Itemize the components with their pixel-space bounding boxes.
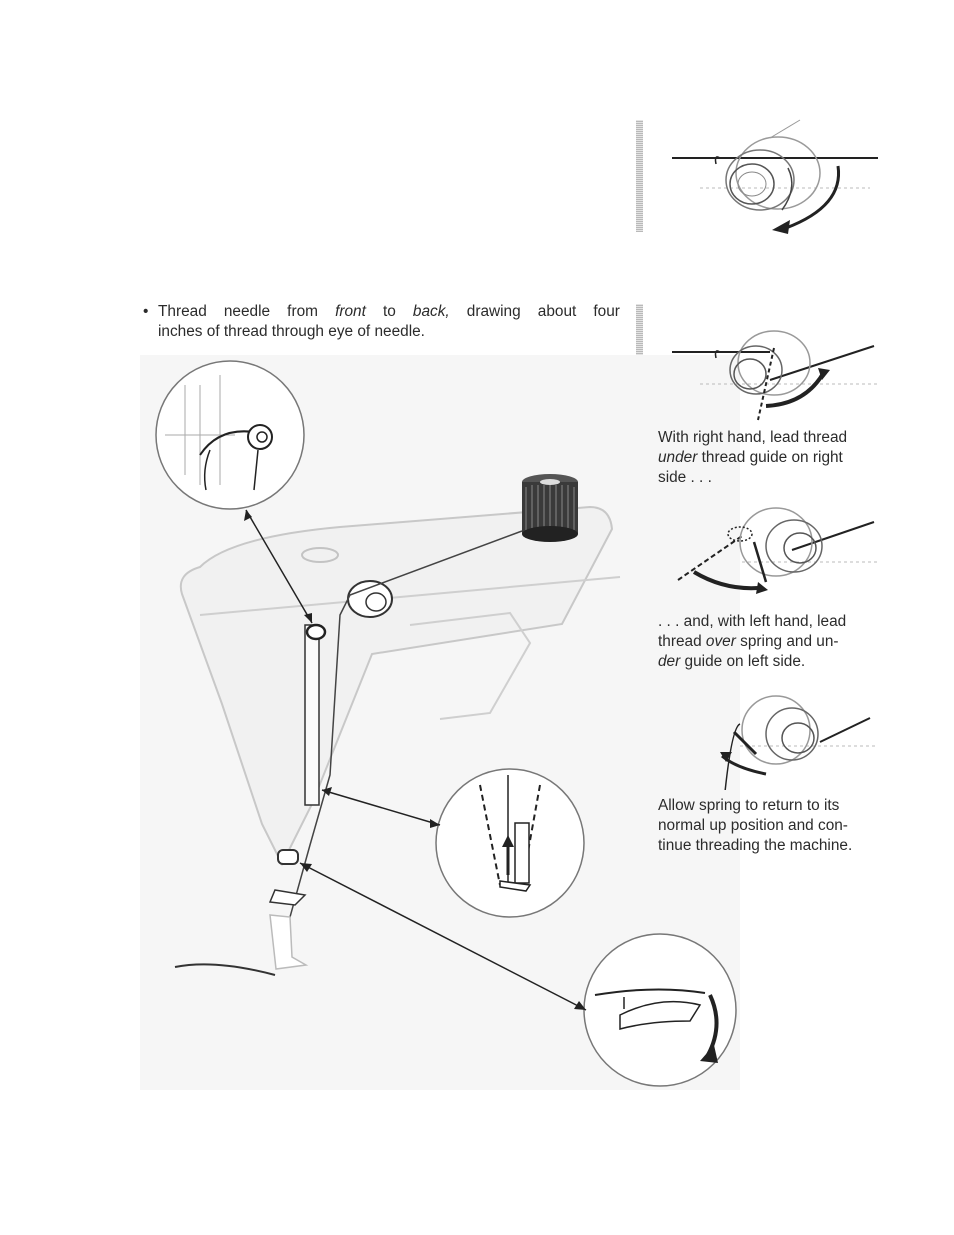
caption-text: With right hand, lead thread <box>658 429 848 446</box>
word-emphasis: front <box>335 303 366 320</box>
word: from <box>287 303 318 320</box>
caption-text: normal up position and con- <box>658 817 848 834</box>
instruction-line-1 <box>158 302 620 322</box>
caption-emphasis: der <box>658 653 681 670</box>
instruction-text <box>158 302 620 342</box>
caption-line <box>658 816 886 836</box>
tension-step-2-figure <box>672 492 884 607</box>
tension-step-1-figure <box>670 318 885 423</box>
caption-text: thread <box>658 633 706 650</box>
thread-spool <box>522 474 578 542</box>
caption-text: side . . . <box>658 469 712 486</box>
bullet-dot: • <box>143 303 149 320</box>
caption-text: tinue threading the machine. <box>658 837 853 854</box>
tension-step-3-figure <box>700 682 880 790</box>
caption-line <box>658 448 886 468</box>
word: four <box>593 303 620 320</box>
word: to <box>382 303 396 320</box>
caption-line <box>658 836 886 856</box>
caption-emphasis: under <box>658 449 698 466</box>
word-emphasis: back, <box>412 303 450 320</box>
caption-text: guide on left side. <box>680 653 806 670</box>
caption-text: Allow spring to return to its <box>658 797 840 814</box>
tension-dial <box>348 581 392 617</box>
caption-line <box>658 428 886 448</box>
word: about <box>537 303 577 320</box>
zoom-circle-lower-guide <box>584 934 736 1086</box>
word: needle <box>223 303 271 320</box>
sewing-machine-threading-figure <box>140 355 740 1095</box>
caption-step-3 <box>658 796 886 856</box>
tension-dial-figure-top <box>660 118 890 238</box>
divider-top <box>636 120 643 232</box>
word: drawing <box>466 303 521 320</box>
caption-step-1 <box>658 428 886 488</box>
zoom-circle-thread-guide <box>156 361 304 509</box>
caption-line <box>658 612 886 632</box>
word: Thread <box>158 303 207 320</box>
caption-text: . . . and, with left hand, lead <box>658 613 847 630</box>
caption-line <box>658 468 886 488</box>
caption-line <box>658 632 886 652</box>
caption-text: spring and un- <box>735 633 839 650</box>
zoom-circle-needle-guide <box>436 769 584 917</box>
instruction-line-2: inches of thread through eye of needle. <box>158 323 425 340</box>
caption-emphasis: over <box>705 633 736 650</box>
caption-line <box>658 796 886 816</box>
caption-line <box>658 652 886 672</box>
caption-text: thread guide on right <box>697 449 843 466</box>
caption-step-2 <box>658 612 886 672</box>
